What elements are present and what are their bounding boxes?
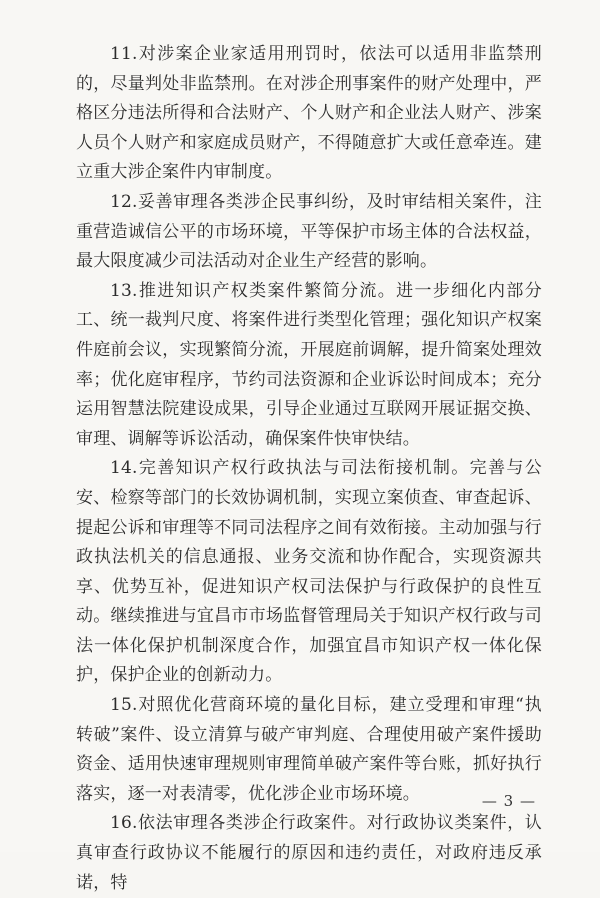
body-text [76,40,542,898]
paragraph-11: 11.对涉案企业家适用刑罚时，依法可以适用非监禁刑的，尽量判处非监禁刑。在对涉企刑事案件的财产处理中，严格区分违法所得和合法财产、个人财产和企业法人财产、涉案人员个人财产和家庭成员财产，不得随意扩大或任意牵连。建立重大涉企案件内审制度。 [76,44,542,183]
page-number: — 3 — [481,792,536,810]
paragraph-14: 14.完善知识产权行政执法与司法衔接机制。完善与公安、检察等部门的长效协调机制，实现立案侦查、审查起诉、提起公诉和审理等不同司法程序之间有效衔接。主动加强与行政执法机关的信息通报、业务交流和协作配合，实现资源共享、优势互补，促进知识产权司法保护与行政保护的良性互动。继续推进与宜昌市市场监督管理局关于知识产权行政与司法一体化保护机制深度合作，加强宜昌市知识产权一体化保护，保护企业的创新动力。 [76,458,542,686]
paragraph-15: 15.对照优化营商环境的量化目标，建立受理和审理“执转破”案件、设立清算与破产审判庭、合理使用破产案件援助资金、适用快速审理规则审理简单破产案件等台账，抓好执行落实，逐一对表清零，优化涉企业市场环境。 [76,695,542,804]
paragraph-16: 16.依法审理各类涉企行政案件。对行政协议类案件，认真审查行政协议不能履行的原因和违约责任，对政府违反承诺，特 [76,813,542,893]
paragraph-13: 13.推进知识产权类案件繁简分流。进一步细化内部分工、统一裁判尺度、将案件进行类型化管理；强化知识产权案件庭前会议，实现繁简分流，开展庭前调解，提升简案处理效率；优化庭审程序，节约司法资源和企业诉讼时间成本；充分运用智慧法院建设成果，引导企业通过互联网开展证据交换、审理、调解等诉讼活动，确保案件快审快结。 [76,280,542,449]
paragraph-12: 12.妥善审理各类涉企民事纠纷，及时审结相关案件，注重营造诚信公平的市场环境，平等保护市场主体的合法权益，最大限度减少司法活动对企业生产经营的影响。 [76,191,542,272]
